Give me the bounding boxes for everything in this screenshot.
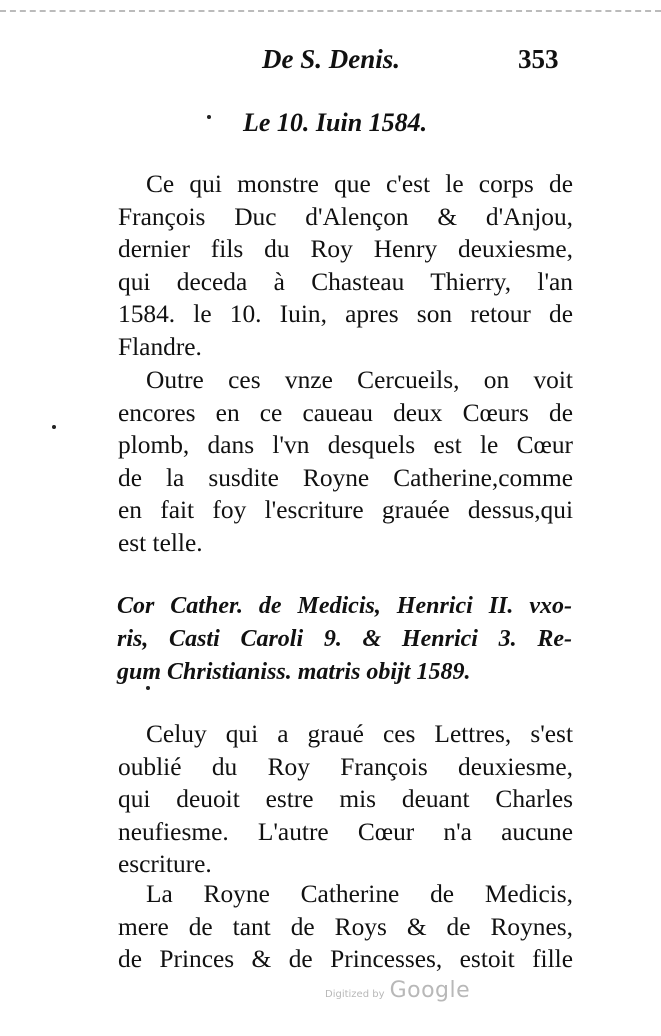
- inscription-line: gum Christianiss. matris obijt 1589.: [117, 659, 471, 685]
- text-line: Ce qui monstre que c'est le corps de: [146, 170, 573, 198]
- inscription-line: ris, Casti Caroli 9. & Henrici 3. Re-: [117, 626, 572, 652]
- top-border-rule: [0, 0, 661, 12]
- date-heading: Le 10. Iuin 1584.: [243, 108, 428, 137]
- text-line: Flandre.: [118, 332, 202, 361]
- paragraph-3: [118, 718, 573, 881]
- text-line: encores en ce caueau deux Cœurs de: [118, 398, 573, 427]
- text-line: 1584. le 10. Iuin, apres son retour de: [118, 300, 573, 328]
- digitized-by-google-watermark: [325, 978, 470, 1003]
- text-line: Outre ces vnze Cercueils, on voit: [146, 366, 573, 394]
- text-line: qui deuoit estre mis deuant Charles: [118, 785, 573, 813]
- text-line: en fait foy l'escriture grauée dessus,qui: [118, 496, 573, 524]
- text-line: de la susdite Royne Catherine,comme: [118, 463, 573, 492]
- watermark-prefix: Digitized by: [325, 989, 385, 1000]
- text-line: mere de tant de Roys & de Roynes,: [118, 912, 573, 941]
- epitaph-inscription: [117, 590, 572, 689]
- ink-speck: [52, 425, 56, 429]
- ink-speck: [146, 686, 150, 690]
- paragraph-2: [118, 364, 573, 559]
- page-number: 353: [518, 44, 559, 74]
- text-line: neufiesme. L'autre Cœur n'a aucune: [118, 817, 573, 846]
- ink-speck: [207, 115, 211, 119]
- running-title: De S. Denis.: [262, 44, 401, 74]
- text-line: La Royne Catherine de Medicis,: [146, 880, 573, 908]
- text-line: François Duc d'Alençon & d'Anjou,: [118, 202, 573, 231]
- text-line: oublié du Roy François deuxiesme,: [118, 752, 573, 781]
- text-line: dernier fils du Roy Henry deuxiesme,: [118, 235, 573, 263]
- paragraph-4: [118, 878, 573, 976]
- page-header: [0, 40, 661, 80]
- text-line: est telle.: [118, 528, 203, 557]
- inscription-line: Cor Cather. de Medicis, Henrici II. vxo-: [117, 593, 572, 619]
- text-line: Celuy qui a graué ces Lettres, s'est: [146, 720, 573, 748]
- text-line: de Princes & de Princesses, estoit fille: [118, 945, 573, 973]
- text-line: escriture.: [118, 850, 212, 878]
- paragraph-1: [118, 168, 573, 363]
- text-line: plomb, dans l'vn desquels est le Cœur: [118, 431, 573, 459]
- text-line: qui deceda à Chasteau Thierry, l'an: [118, 267, 573, 296]
- watermark-brand: Google: [389, 978, 471, 1003]
